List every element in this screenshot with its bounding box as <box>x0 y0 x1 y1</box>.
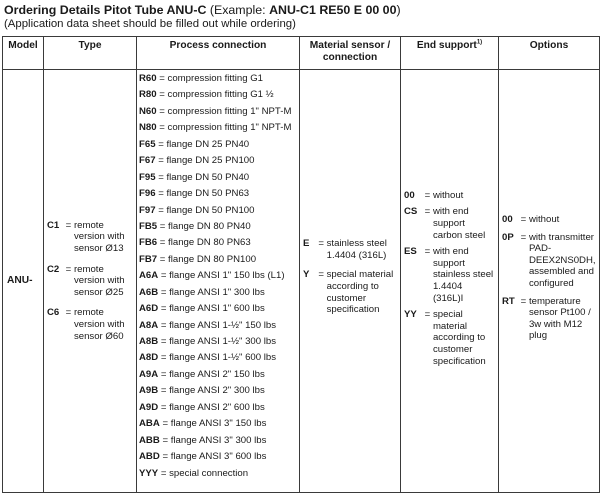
material-code: E <box>303 238 310 250</box>
process-connection-item <box>139 400 297 416</box>
process-connection-code: A9A <box>139 368 159 380</box>
header-material-line2: connection <box>322 52 378 63</box>
header-end-support-label: End support <box>416 40 477 51</box>
footnote-marker: 1) <box>476 39 483 46</box>
option-code: RT <box>502 295 515 307</box>
ordering-note: (Application data sheet should be filled out while ordering) <box>4 18 296 30</box>
type-description: remote version with sensor Ø60 <box>73 307 125 342</box>
type-equals: = <box>63 219 74 231</box>
end-support-code: CS <box>404 206 418 218</box>
type-entry <box>47 307 133 342</box>
header-options: Options <box>499 37 600 70</box>
process-connection-item <box>139 186 297 202</box>
page-title <box>4 2 401 18</box>
process-connection-description: = flange DN 25 PN100 <box>155 155 255 167</box>
process-connection-code: A6A <box>139 270 159 282</box>
process-connection-code: A8B <box>139 336 159 347</box>
material-entry <box>303 269 397 315</box>
process-connection-description: = flange ANSI 2" 300 lbs <box>158 385 265 397</box>
process-connection-description: = compression fitting 1" NPT-M <box>156 122 292 134</box>
option-description: with transmitter PAD-DEEX2NS0DH, assembled and configured <box>528 231 596 289</box>
process-connection-item <box>139 334 297 350</box>
process-connection-description: = flange ANSI 1-½" 150 lbs <box>158 319 277 331</box>
process-connection-item <box>139 203 297 219</box>
option-entry <box>502 214 596 226</box>
process-connection-description: = flange DN 80 PN40 <box>157 220 251 232</box>
type-equals: = <box>63 307 74 319</box>
type-description: remote version with sensor Ø13 <box>73 219 125 255</box>
process-connection-item <box>139 301 297 317</box>
process-connection-description: = flange DN 50 PN63 <box>155 188 250 200</box>
process-connection-item <box>139 219 297 235</box>
process-connection-description: = flange ANSI 1-½" 300 lbs <box>158 336 277 347</box>
header-model: Model <box>3 37 44 70</box>
process-connection-code: YYY <box>139 467 159 479</box>
process-connection-code: F97 <box>139 204 156 216</box>
process-connection-item <box>139 268 297 284</box>
end-support-code: YY <box>404 309 417 321</box>
process-connection-description: = compression fitting 1" NPT-M <box>156 105 292 117</box>
process-connection-description: = compression fitting G1 <box>156 73 263 84</box>
end-support-entry <box>404 309 495 367</box>
process-connection-code: ABD <box>139 451 160 463</box>
process-connection-description: = flange DN 50 PN40 <box>155 171 250 183</box>
header-type: Type <box>44 37 137 70</box>
process-connection-code: ABA <box>139 418 160 430</box>
process-connection-item <box>139 449 297 465</box>
process-connection-description: = flange DN 25 PN40 <box>155 138 250 150</box>
process-connection-code: F65 <box>139 138 156 150</box>
option-entry <box>502 232 596 290</box>
process-connection-description: = flange ANSI 2" 600 lbs <box>158 401 265 413</box>
process-connection-description: = flange DN 80 PN100 <box>157 253 257 265</box>
process-connection-description: = special connection <box>158 467 249 479</box>
process-connection-code: FB5 <box>139 220 158 232</box>
option-equals: = <box>518 214 529 226</box>
process-connection-description: = flange ANSI 1" 150 lbs (L1) <box>158 270 285 282</box>
process-connection-code: A8A <box>139 319 159 331</box>
process-connection-item <box>139 120 297 136</box>
process-connection-item <box>139 153 297 169</box>
end-support-entry <box>404 206 495 241</box>
model-cell: ANU- <box>3 70 44 493</box>
process-connection-code: A9D <box>139 401 159 413</box>
process-connection-description: = flange ANSI 1" 600 lbs <box>158 303 265 315</box>
process-connection-item <box>139 252 297 268</box>
process-connection-code: A9B <box>139 385 159 397</box>
material-cell <box>300 70 401 493</box>
body-row <box>3 70 600 493</box>
process-connection-item <box>139 367 297 383</box>
type-code: C2 <box>47 263 60 275</box>
end-support-description: with end support stainless steel 1.4404 (316L)I <box>432 246 494 304</box>
process-connection-description: = flange ANSI 1" 300 lbs <box>158 286 265 298</box>
process-connection-code: FB7 <box>139 253 158 265</box>
header-row <box>3 37 600 70</box>
process-connection-code: A8D <box>139 352 159 364</box>
option-code: 0P <box>502 231 514 243</box>
type-entry <box>47 220 133 255</box>
process-connection-item <box>139 350 297 366</box>
end-support-description: with end support carbon steel <box>432 206 486 241</box>
type-code: C1 <box>47 219 60 231</box>
end-support-description: without <box>432 189 464 201</box>
header-material <box>300 37 401 70</box>
type-equals: = <box>63 263 74 275</box>
process-connection-description: = flange ANSI 2" 150 lbs <box>158 368 265 380</box>
process-connection-code: ABB <box>139 434 160 446</box>
end-support-entry <box>404 190 495 202</box>
header-material-line1: Material sensor / <box>309 40 391 51</box>
example-code: ANU-C1 RE50 E 00 00 <box>269 3 397 17</box>
process-connection-description: = flange ANSI 3" 300 lbs <box>159 434 267 446</box>
type-cell <box>44 70 137 493</box>
process-connection-item <box>139 104 297 120</box>
header-end-support <box>401 37 499 70</box>
process-connection-item <box>139 137 297 153</box>
process-connection-item <box>139 285 297 301</box>
end-support-cell <box>401 70 499 493</box>
process-connection-item <box>139 433 297 449</box>
type-entry <box>47 264 133 299</box>
option-equals: = <box>518 231 529 243</box>
process-connection-item <box>139 170 297 186</box>
process-connection-code: FB6 <box>139 237 158 249</box>
material-entry <box>303 238 397 261</box>
process-connection-item <box>139 466 297 482</box>
ordering-table <box>2 36 600 493</box>
option-description: without <box>528 214 560 226</box>
process-connection-item <box>139 383 297 399</box>
end-support-code: 00 <box>404 189 415 201</box>
process-connection-description: = flange DN 50 PN100 <box>155 204 255 216</box>
process-connection-code: N60 <box>139 105 157 117</box>
process-connection-description: = flange ANSI 3" 600 lbs <box>159 451 267 463</box>
process-connection-code: R60 <box>139 73 157 84</box>
process-connection-code: F95 <box>139 171 156 183</box>
process-connection-code: A6D <box>139 303 159 315</box>
process-connection-code: A6B <box>139 286 159 298</box>
material-code: Y <box>303 269 310 281</box>
header-process-connection: Process connection <box>137 37 300 70</box>
process-connection-list <box>139 71 297 482</box>
process-connection-description: = flange DN 80 PN63 <box>157 237 251 249</box>
end-support-equals: = <box>422 189 433 201</box>
process-connection-code: N80 <box>139 122 157 134</box>
end-support-equals: = <box>422 246 433 258</box>
material-equals: = <box>313 238 327 250</box>
process-connection-code: F96 <box>139 188 156 200</box>
process-connection-description: = flange ANSI 3" 150 lbs <box>159 418 267 430</box>
end-support-description: special material according to customer specification <box>432 309 486 367</box>
end-support-equals: = <box>422 206 433 218</box>
process-connection-item <box>139 87 297 103</box>
type-description: remote version with sensor Ø25 <box>73 263 125 298</box>
end-support-code: ES <box>404 246 417 258</box>
process-connection-item <box>139 235 297 251</box>
end-support-equals: = <box>422 309 433 321</box>
option-equals: = <box>518 295 529 307</box>
option-entry <box>502 296 596 342</box>
option-code: 00 <box>502 214 513 226</box>
process-connection-item <box>139 318 297 334</box>
options-cell <box>499 70 600 493</box>
material-description: stainless steel 1.4404 (316L) <box>326 238 387 261</box>
process-connection-item <box>139 71 297 87</box>
process-connection-item <box>139 416 297 432</box>
process-connection-description: = flange ANSI 1-½" 600 lbs <box>158 352 277 364</box>
process-connection-code: F67 <box>139 155 156 167</box>
end-support-entry <box>404 246 495 304</box>
title-bold: Ordering Details Pitot Tube ANU-C <box>4 3 207 17</box>
material-equals: = <box>313 269 327 281</box>
option-description: temperature sensor Pt100 / 3w with M12 plug <box>528 295 591 342</box>
material-description: special material according to customer specification <box>326 269 394 316</box>
process-connection-description: = compression fitting G1 ½ <box>156 89 274 101</box>
example-prefix: (Example: <box>206 3 270 17</box>
example-suffix: ) <box>396 3 401 17</box>
process-connection-code: R80 <box>139 89 157 101</box>
process-connection-cell <box>137 70 300 493</box>
type-code: C6 <box>47 307 60 319</box>
